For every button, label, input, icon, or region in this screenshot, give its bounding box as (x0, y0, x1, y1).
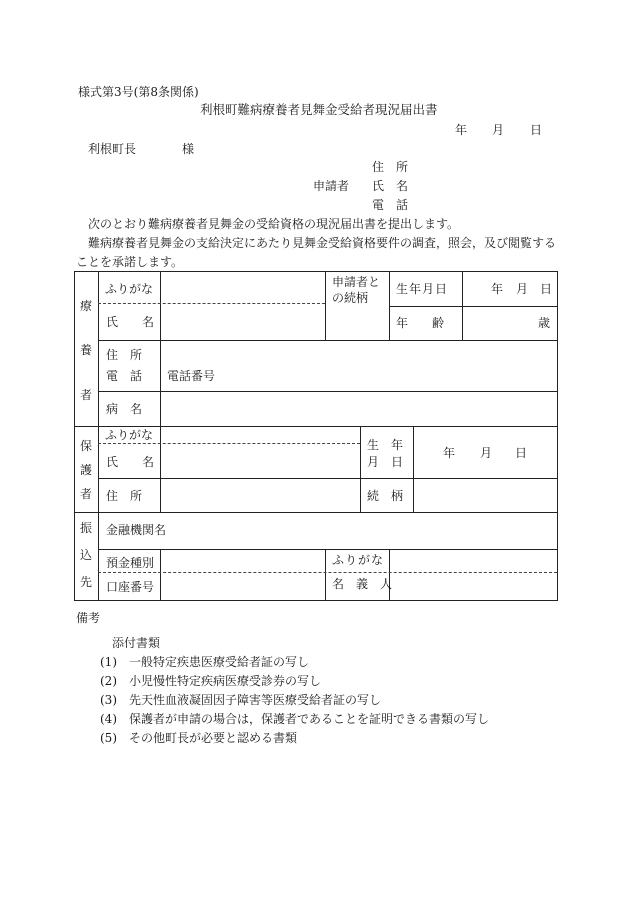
transfer-account-right-line (325, 549, 326, 600)
patient-furigana-label: ふりがな (105, 282, 154, 296)
patient-address-label: 住 所 (106, 348, 143, 362)
attachment-number: (1) (100, 655, 117, 669)
guardian-heading-char-2: 護 (80, 463, 93, 477)
patient-dob-month: 月 (516, 282, 529, 296)
guardian-value-right-line (360, 426, 361, 512)
account-holder-label: 名 義 人 (332, 577, 393, 591)
attachments-heading: 添付書類 (112, 636, 161, 650)
honorific-label: 様 (182, 142, 195, 156)
applicant-name-label: 氏 名 (372, 179, 409, 193)
section-heading-column-line (98, 271, 99, 600)
date-day-label: 日 (530, 123, 543, 137)
patient-relation-label-line1: 申請者と (332, 275, 381, 289)
guardian-dob-year: 年 (443, 446, 456, 460)
patient-disease-label: 病 名 (106, 402, 143, 416)
patient-name-label: 氏 名 (106, 315, 155, 329)
patient-dob-day: 日 (540, 282, 553, 296)
guardian-furigana-dashed-line (98, 443, 360, 444)
patient-heading-char-3: 者 (80, 388, 93, 402)
patient-dob-year: 年 (491, 282, 504, 296)
mayor-label: 利根町長 (88, 142, 137, 156)
table-top-border (74, 271, 557, 272)
patient-guardian-separator (74, 426, 557, 427)
applicant-phone-label: 電 話 (372, 198, 409, 212)
patient-label-column-line (160, 271, 161, 426)
holder-furigana-label: ふりがな (332, 553, 385, 567)
attachment-number: (5) (100, 731, 117, 745)
guardian-address-label: 住 所 (106, 489, 143, 503)
guardian-heading-char-1: 保 (80, 439, 93, 453)
transfer-heading-char-3: 先 (80, 575, 93, 589)
attachment-text: 一般特定疾患医療受給者証の写し (129, 655, 310, 669)
patient-heading-char-1: 療 (80, 299, 93, 313)
guardian-dob-day: 日 (515, 446, 528, 460)
consent-line-2: ことを承諾します。 (76, 255, 184, 269)
transfer-heading-char-2: 込 (80, 548, 93, 562)
bank-name-label: 金融機関名 (106, 523, 167, 537)
transfer-heading-char-1: 振 (80, 521, 93, 535)
attachment-number: (2) (100, 674, 117, 688)
applicant-address-label: 住 所 (372, 160, 409, 174)
table-bottom-border (74, 600, 557, 601)
transfer-bank-row-bottom (98, 549, 557, 550)
guardian-relation-label: 続 柄 (367, 489, 404, 503)
account-number-label: 口座番号 (106, 580, 155, 594)
form-title: 利根町難病療養者見舞金受給者現況届出書 (200, 102, 438, 117)
patient-heading-char-2: 養 (80, 343, 93, 357)
patient-relation-label-line2: の続柄 (332, 291, 369, 305)
guardian-furigana-label: ふりがな (105, 428, 154, 442)
attachment-number: (3) (100, 693, 117, 707)
consent-line-1: 難病療養者見舞金の支給決定にあたり見舞金受給資格要件の調査，照会，及び閲覧する (88, 236, 557, 250)
applicant-label: 申請者 (313, 179, 350, 193)
attachment-text: その他町長が必要と認める書類 (129, 731, 298, 745)
patient-age-label: 年 齢 (396, 316, 445, 330)
attachment-text: 保護者が申請の場合は，保護者であることを証明できる書類の写し (129, 712, 490, 726)
guardian-dob-label-right-line (413, 426, 414, 512)
patient-phone-label: 電 話 (106, 369, 143, 383)
patient-name-row-bottom (98, 340, 557, 341)
guardian-dob-month: 月 (480, 446, 493, 460)
patient-name-right-line (325, 271, 326, 341)
guardian-name-label: 氏 名 (106, 455, 155, 469)
attachment-text: 先天性血液凝固因子障害等医療受給者証の写し (129, 693, 382, 707)
patient-address-row-bottom (98, 391, 557, 392)
patient-phone-number-label: 電話番号 (167, 369, 216, 383)
table-right-border (557, 271, 558, 601)
table-left-border (74, 271, 75, 600)
patient-dob-label: 生年月日 (396, 282, 449, 296)
guardian-heading-char-3: 者 (80, 487, 93, 501)
intro-text: 次のとおり難病療養者見舞金の受給資格の現況届出書を提出します。 (88, 217, 460, 231)
guardian-label-column-line (160, 426, 161, 512)
guardian-transfer-separator (74, 512, 557, 513)
attachment-number: (4) (100, 712, 117, 726)
deposit-type-label: 預金種別 (106, 556, 155, 570)
remarks-heading: 備考 (76, 611, 101, 625)
date-year-label: 年 (455, 123, 468, 137)
attachment-text: 小児慢性特定疾病医療受診券の写し (129, 674, 322, 688)
patient-furigana-dashed-line (98, 303, 325, 304)
guardian-dob-label-line2: 月 日 (367, 455, 404, 469)
transfer-dashed-line (98, 572, 557, 573)
guardian-name-row-bottom (98, 478, 557, 479)
patient-age-unit: 歳 (538, 316, 551, 330)
date-month-label: 月 (492, 123, 505, 137)
patient-dob-age-separator (389, 306, 557, 307)
guardian-dob-label-line1: 生 年 (367, 438, 404, 452)
form-number: 様式第3号(第8条関係) (78, 85, 199, 99)
transfer-label-column-line (160, 549, 161, 600)
transfer-holder-label-right-line (389, 549, 390, 600)
